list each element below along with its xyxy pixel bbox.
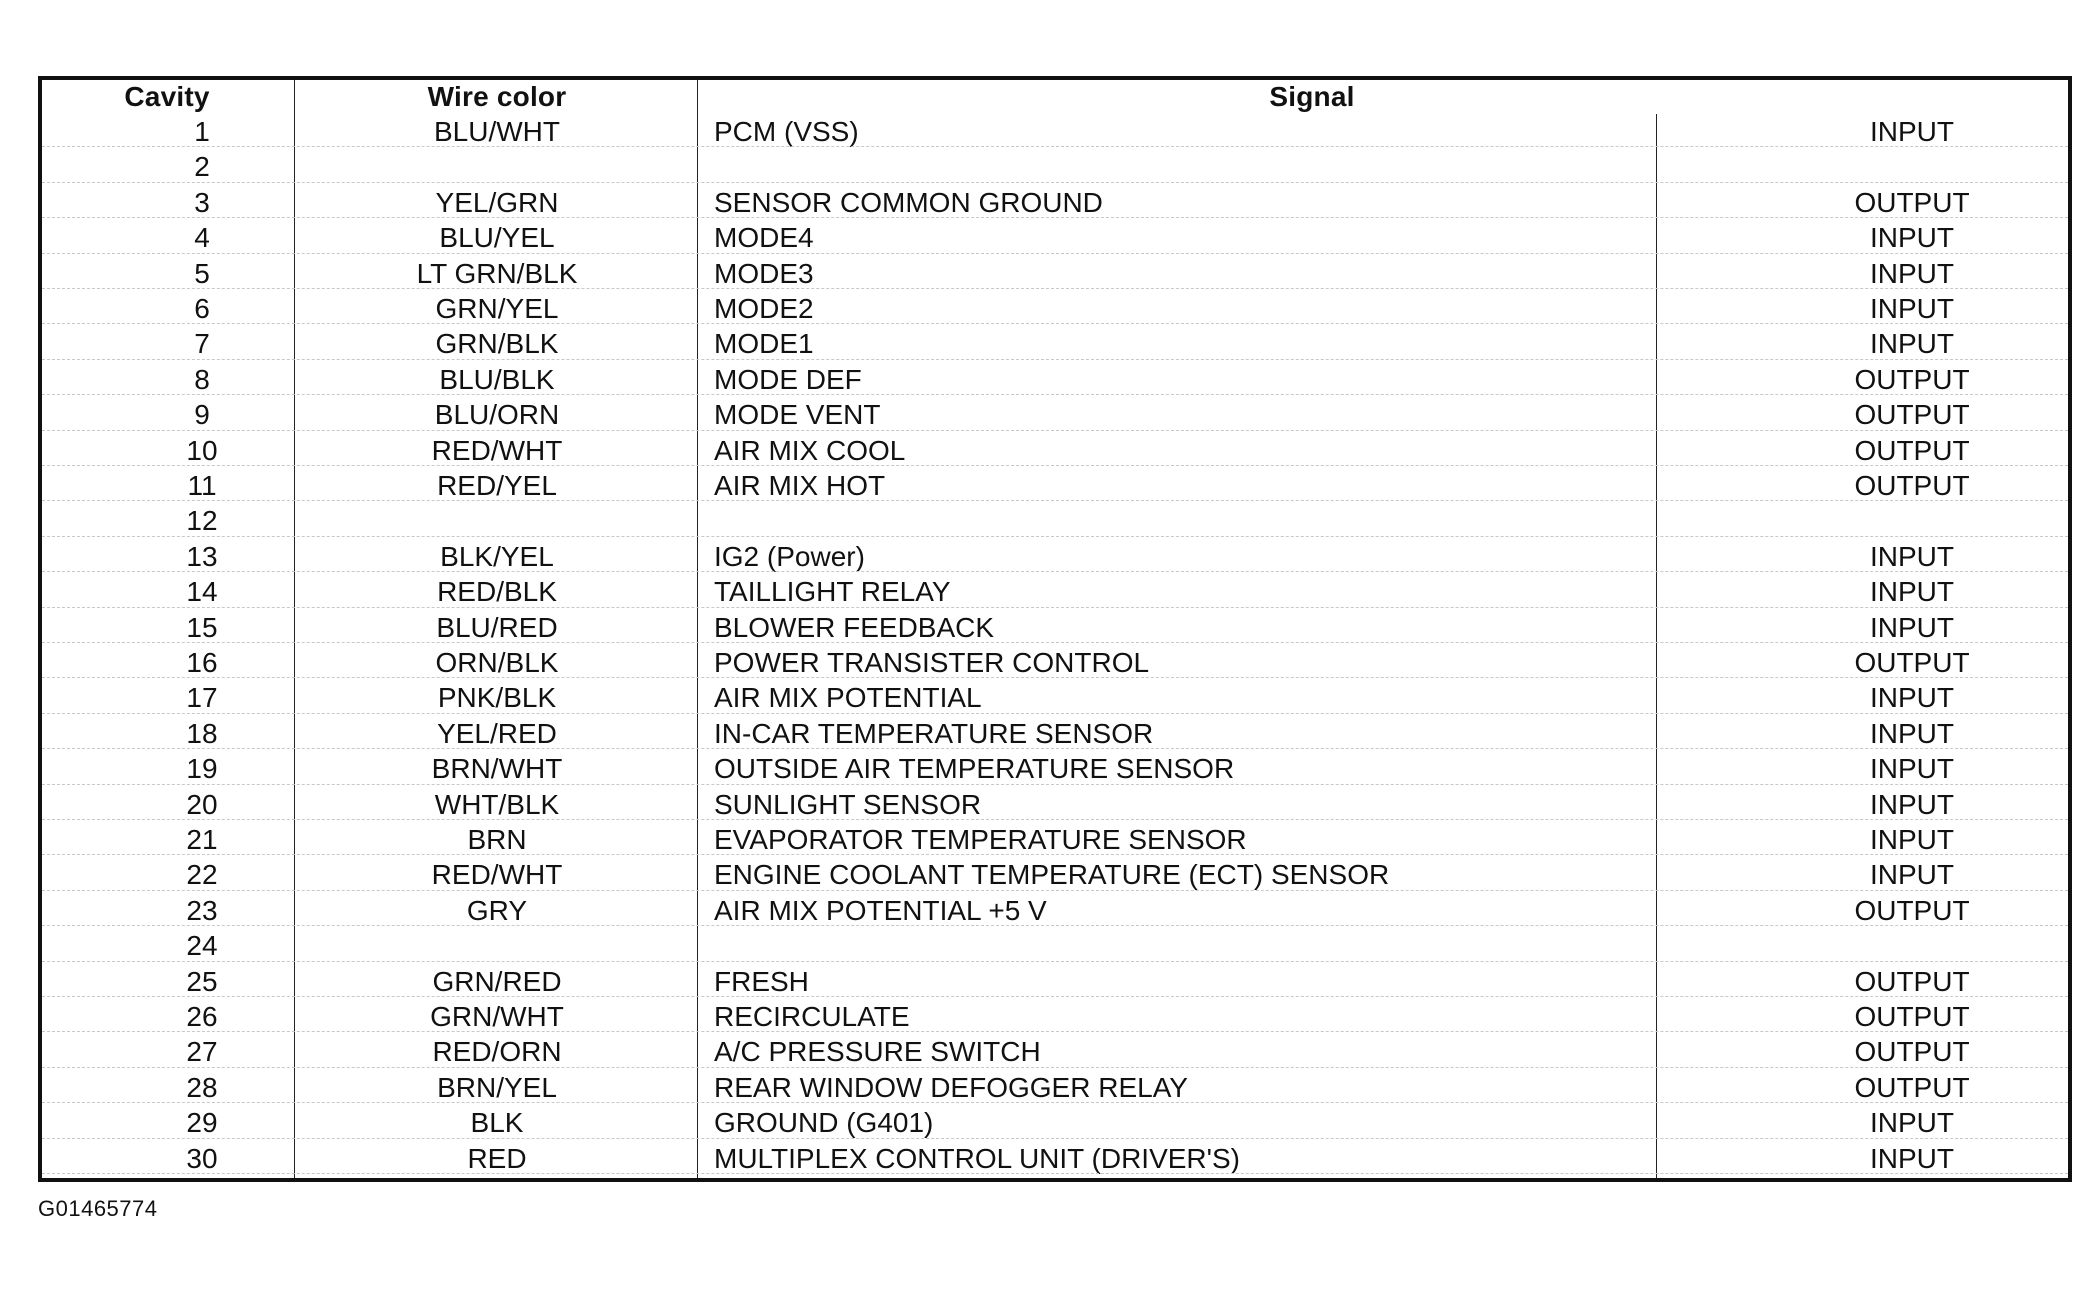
wire-color-cell: RED/WHT (431, 434, 563, 466)
signal-cell: MODE VENT (714, 399, 881, 431)
cavity-cell: 18 (186, 717, 218, 749)
wire-color-cell: RED/YEL (437, 470, 557, 501)
row-guide-line (42, 359, 2068, 360)
signal-cell: BLOWER FEEDBACK (714, 611, 995, 643)
table-row (42, 149, 2068, 184)
direction-cell: INPUT (1870, 824, 1954, 855)
wire-color-cell: GRY (466, 894, 528, 926)
wire-color-cell: LT GRN/BLK (416, 257, 578, 289)
wire-color-cell: BLK/YEL (440, 540, 554, 572)
row-guide-line (42, 1067, 2068, 1068)
wire-color-cell: YEL/GRN (435, 186, 559, 218)
row-guide-line (42, 571, 2068, 572)
row-guide-line (42, 465, 2068, 466)
signal-cell: AIR MIX POTENTIAL +5 V (714, 894, 1047, 926)
signal-cell: SUNLIGHT SENSOR (714, 788, 982, 820)
signal-cell: ENGINE COOLANT TEMPERATURE (ECT) SENSOR (714, 859, 1390, 891)
row-guide-line (42, 253, 2068, 254)
direction-cell: INPUT (1870, 576, 1954, 608)
table-row (42, 680, 2068, 715)
row-guide-line (42, 217, 2068, 218)
wire-color-cell: WHT/BLK (434, 788, 560, 820)
direction-cell: INPUT (1870, 753, 1954, 785)
direction-cell: INPUT (1870, 328, 1954, 360)
direction-cell: OUTPUT (1854, 186, 1970, 218)
cavity-cell: 25 (186, 965, 218, 997)
table-row (42, 256, 2068, 291)
wire-color-cell: BLU/YEL (439, 222, 555, 254)
table-row (42, 928, 2068, 963)
signal-cell: MODE2 (714, 293, 814, 324)
table-row (42, 468, 2068, 503)
signal-cell: TAILLIGHT RELAY (714, 576, 951, 608)
row-guide-line (42, 1138, 2068, 1139)
signal-cell: MODE4 (714, 222, 814, 254)
cavity-cell: 9 (194, 399, 210, 431)
wire-color-cell: BRN/YEL (437, 1071, 557, 1103)
signal-cell: AIR MIX COOL (714, 434, 906, 466)
cavity-cell: 12 (186, 505, 218, 537)
signal-cell: AIR MIX POTENTIAL (714, 682, 982, 714)
wire-color-cell: BRN (467, 824, 527, 855)
table-row (42, 220, 2068, 255)
wire-color-cell: RED/ORN (432, 1036, 562, 1068)
signal-cell: SENSOR COMMON GROUND (714, 186, 1103, 218)
direction-cell: OUTPUT (1854, 1036, 1970, 1068)
cavity-cell: 2 (194, 151, 210, 183)
signal-cell: IN-CAR TEMPERATURE SENSOR (714, 717, 1154, 749)
row-guide-line (42, 146, 2068, 147)
row-guide-line (42, 748, 2068, 749)
cavity-cell: 20 (186, 788, 218, 820)
signal-cell: A/C PRESSURE SWITCH (714, 1036, 1041, 1068)
wire-color-cell: YEL/RED (437, 717, 557, 749)
header-signal: Signal (1269, 81, 1355, 112)
direction-cell: OUTPUT (1854, 434, 1970, 466)
cavity-cell: 26 (186, 1001, 218, 1032)
row-guide-line (42, 323, 2068, 324)
wire-color-cell: RED/WHT (431, 859, 563, 891)
cavity-cell: 24 (186, 930, 218, 962)
direction-cell: OUTPUT (1854, 647, 1970, 678)
signal-cell: MODE3 (714, 257, 814, 289)
wire-color-cell: BLU/RED (436, 611, 558, 643)
cavity-cell: 28 (186, 1071, 218, 1103)
table-row (42, 716, 2068, 751)
cavity-cell: 16 (186, 647, 218, 678)
row-guide-line (42, 890, 2068, 891)
signal-cell: PCM (VSS) (714, 116, 859, 147)
wire-color-cell: GRN/WHT (430, 1001, 564, 1032)
cavity-cell: 10 (186, 434, 218, 466)
wire-color-cell: RED (467, 1142, 527, 1174)
row-guide-line (42, 1031, 2068, 1032)
row-guide-line (42, 925, 2068, 926)
table-row (42, 1034, 2068, 1069)
cavity-cell: 27 (186, 1036, 218, 1068)
direction-cell: OUTPUT (1854, 894, 1970, 926)
table-row (42, 645, 2068, 680)
table-row (42, 291, 2068, 326)
table-row (42, 114, 2068, 149)
direction-cell: OUTPUT (1854, 965, 1970, 997)
cavity-cell: 13 (186, 540, 218, 572)
wire-color-cell: BRN/WHT (431, 753, 563, 785)
row-guide-line (42, 430, 2068, 431)
cavity-cell: 15 (186, 611, 218, 643)
table-row (42, 433, 2068, 468)
cavity-cell: 7 (194, 328, 210, 360)
signal-cell: FRESH (714, 965, 809, 997)
table-row (42, 822, 2068, 857)
table-row (42, 503, 2068, 538)
table-row (42, 857, 2068, 892)
row-guide-line (42, 394, 2068, 395)
cavity-cell: 8 (194, 363, 210, 395)
wire-color-cell: RED/BLK (437, 576, 557, 608)
direction-cell: INPUT (1870, 611, 1954, 643)
table-row (42, 1141, 2068, 1176)
header-cavity: Cavity (124, 81, 210, 112)
row-guide-line (42, 784, 2068, 785)
cavity-cell: 23 (186, 894, 218, 926)
cavity-cell: 11 (187, 470, 217, 501)
table-row (42, 893, 2068, 928)
figure-id: G01465774 (38, 1196, 158, 1221)
row-guide-line (42, 677, 2068, 678)
table-row (42, 751, 2068, 786)
row-guide-line (42, 961, 2068, 962)
wire-color-cell: GRN/RED (432, 965, 562, 997)
signal-cell: MODE1 (714, 328, 814, 360)
direction-cell: OUTPUT (1854, 470, 1970, 501)
cavity-cell: 14 (186, 576, 218, 608)
table-row (42, 574, 2068, 609)
direction-cell: INPUT (1870, 682, 1954, 714)
table-row (42, 964, 2068, 999)
table-row (42, 1070, 2068, 1105)
row-guide-line (42, 500, 2068, 501)
table-row (42, 1105, 2068, 1140)
wire-color-cell: PNK/BLK (437, 682, 557, 714)
direction-cell: INPUT (1870, 1107, 1954, 1139)
signal-cell: AIR MIX HOT (714, 470, 886, 501)
wire-color-cell: ORN/BLK (435, 647, 559, 678)
row-guide-line (42, 182, 2068, 183)
signal-cell: GROUND (G401) (714, 1107, 934, 1139)
wire-color-cell: GRN/YEL (435, 293, 559, 324)
signal-cell: RECIRCULATE (714, 1001, 910, 1032)
direction-cell: INPUT (1870, 859, 1954, 891)
table-row (42, 185, 2068, 220)
direction-cell: INPUT (1870, 788, 1954, 820)
direction-cell: INPUT (1870, 540, 1954, 572)
table-row (42, 539, 2068, 574)
cavity-cell: 22 (186, 859, 218, 891)
direction-cell: INPUT (1870, 1142, 1954, 1174)
direction-cell: OUTPUT (1854, 1071, 1970, 1103)
cavity-cell: 1 (194, 116, 210, 147)
cavity-cell: 3 (194, 186, 210, 218)
table-row (42, 787, 2068, 822)
cavity-cell: 5 (194, 257, 210, 289)
direction-cell: INPUT (1870, 717, 1954, 749)
wire-color-cell: BLK (470, 1107, 524, 1139)
table-row (42, 362, 2068, 397)
cavity-cell: 19 (186, 753, 218, 785)
direction-cell: INPUT (1870, 116, 1954, 147)
row-guide-line (42, 642, 2068, 643)
signal-cell: MULTIPLEX CONTROL UNIT (DRIVER'S) (714, 1142, 1240, 1174)
row-guide-line (42, 536, 2068, 537)
direction-cell: OUTPUT (1854, 1001, 1970, 1032)
direction-cell: INPUT (1870, 222, 1954, 254)
row-guide-line (42, 996, 2068, 997)
direction-cell: OUTPUT (1854, 363, 1970, 395)
wire-color-cell: BLU/BLK (439, 363, 555, 395)
table-row (42, 999, 2068, 1034)
row-guide-line (42, 819, 2068, 820)
row-guide-line (42, 1102, 2068, 1103)
signal-cell: OUTSIDE AIR TEMPERATURE SENSOR (714, 753, 1235, 785)
table-row (42, 610, 2068, 645)
row-guide-line (42, 713, 2068, 714)
signal-cell: REAR WINDOW DEFOGGER RELAY (714, 1071, 1188, 1103)
row-guide-line (42, 288, 2068, 289)
signal-cell: MODE DEF (714, 363, 862, 395)
row-guide-line (42, 607, 2068, 608)
cavity-cell: 17 (186, 682, 218, 714)
direction-cell: INPUT (1870, 257, 1954, 289)
cavity-cell: 4 (194, 222, 210, 254)
wire-color-cell: GRN/BLK (435, 328, 559, 360)
cavity-cell: 6 (194, 293, 210, 324)
row-guide-line (42, 854, 2068, 855)
signal-cell: EVAPORATOR TEMPERATURE SENSOR (714, 824, 1247, 855)
direction-cell: INPUT (1870, 293, 1954, 324)
connector-table (38, 76, 2072, 1182)
cavity-cell: 29 (186, 1107, 218, 1139)
signal-cell: POWER TRANSISTER CONTROL (714, 647, 1150, 678)
table-row (42, 397, 2068, 432)
cavity-cell: 21 (186, 824, 218, 855)
table-row (42, 326, 2068, 361)
cavity-cell: 30 (186, 1142, 218, 1174)
wire-color-cell: BLU/ORN (434, 399, 560, 431)
row-guide-line (42, 1173, 2068, 1174)
header-wire-color: Wire color (427, 81, 567, 112)
wire-color-cell: BLU/WHT (434, 116, 560, 147)
direction-cell: OUTPUT (1854, 399, 1970, 431)
signal-cell: IG2 (Power) (714, 540, 865, 572)
